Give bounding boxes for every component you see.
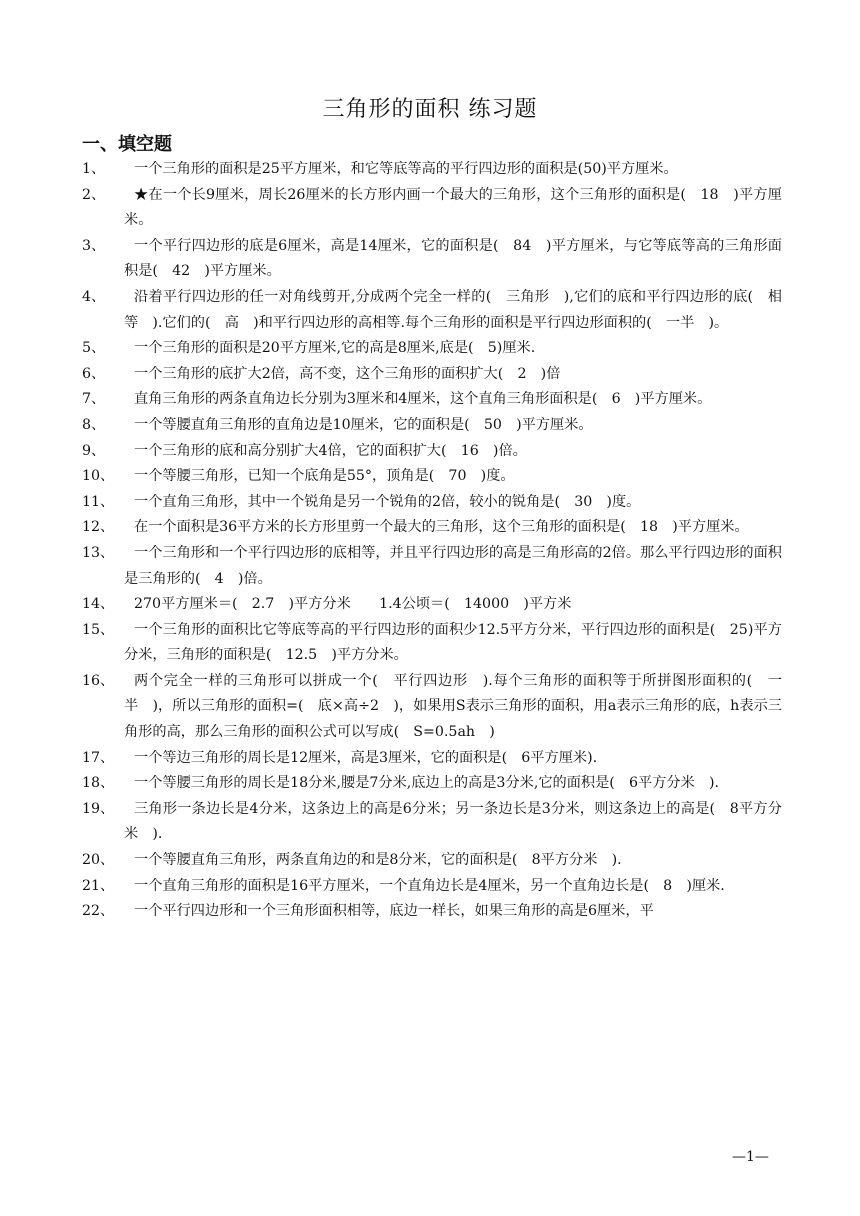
question-text: 一个三角形的面积是25平方厘米，和它等底等高的平行四边形的面积是(50)平方厘米。 [134, 161, 678, 177]
question-number: 14、 [82, 596, 115, 613]
question-text: 两个完全一样的三角形可以拼成一个( 平行四边形 ).每个三角形的面积等于所拼图形面积的( 一半 )，所以三角形的面积=( 底×高÷2 )，如果用S表示三角形的面积，用a表示三角形的底，h表示三角形的高，那么三角形的面积公式可以写成( S=0.5ah ) [124, 672, 782, 741]
question-number: 4、 [82, 288, 106, 305]
question-number: 16、 [82, 672, 115, 689]
question-number: 13、 [82, 544, 115, 561]
question-item [82, 618, 782, 669]
question-number: 3、 [82, 237, 106, 254]
question-number: 7、 [82, 391, 106, 408]
question-item [82, 336, 782, 362]
question-number: 12、 [82, 519, 115, 536]
question-list [82, 157, 782, 925]
question-item [82, 387, 782, 413]
question-number: 18、 [82, 775, 115, 792]
page-number: —1— [732, 1149, 769, 1165]
question-item [82, 157, 782, 183]
question-text: 一个直角三角形，其中一个锐角是另一个锐角的2倍，较小的锐角是( 30 )度。 [134, 493, 641, 510]
question-number: 1、 [82, 161, 106, 177]
question-text: 沿着平行四边形的任一对角线剪开,分成两个完全一样的( 三角形 ),它们的底和平行四边形的底( 相等 ).它们的( 高 )和平行四边形的高相等.每个三角形的面积是平行四边形面积的( 一半 )。 [124, 288, 782, 331]
question-text: 一个平行四边形的底是6厘米，高是14厘米，它的面积是( 84 )平方厘米，与它等底等高的三角形面积是( 42 )平方厘米。 [124, 237, 782, 280]
question-text: 在一个面积是36平方米的长方形里剪一个最大的三角形，这个三角形的面积是( 18 )平方厘米。 [134, 519, 749, 536]
question-item [82, 592, 782, 618]
question-number: 19、 [82, 800, 115, 817]
question-text: 一个等边三角形的周长是12厘米，高是3厘米，它的面积是( 6平方厘米). [134, 749, 598, 766]
question-text: 一个平行四边形和一个三角形面积相等，底边一样长，如果三角形的高是6厘米，平 [134, 903, 654, 920]
question-item [82, 439, 782, 465]
question-text: 一个等腰三角形，已知一个底角是55°，顶角是( 70 )度。 [134, 468, 515, 485]
question-item [82, 362, 782, 388]
question-number: 15、 [82, 621, 115, 638]
question-text: 一个三角形的面积是20平方厘米,它的高是8厘米,底是( 5)厘米. [134, 340, 536, 357]
question-text: 270平方厘米＝( 2.7 )平方分米 1.4公顷＝( 14000 )平方米 [134, 596, 572, 613]
question-number: 5、 [82, 340, 106, 357]
question-item [82, 899, 782, 925]
question-item [82, 797, 782, 848]
question-item [82, 183, 782, 234]
question-text: 直角三角形的两条直角边长分别为3厘米和4厘米，这个直角三角形面积是( 6 )平方厘米。 [134, 391, 712, 408]
question-text: 一个三角形和一个平行四边形的底相等，并且平行四边形的高是三角形高的2倍。那么平行四边形的面积是三角形的( 4 )倍。 [124, 544, 782, 587]
question-text: 一个等腰三角形的周长是18分米,腰是7分米,底边上的高是3分米,它的面积是( 6平方分米 ). [134, 775, 719, 792]
question-text: 三角形一条边长是4分米，这条边上的高是6分米；另一条边长是3分米，则这条边上的高是( 8平方分米 ). [124, 800, 782, 843]
question-item [82, 848, 782, 874]
page-title: 三角形的面积 练习题 [322, 97, 538, 122]
question-item [82, 515, 782, 541]
question-text: 一个等腰直角三角形，两条直角边的和是8分米，它的面积是( 8平方分米 ). [134, 852, 622, 869]
question-number: 20、 [82, 852, 115, 869]
question-number: 2、 [82, 186, 106, 203]
question-text: ★在一个长9厘米，周长26厘米的长方形内画一个最大的三角形，这个三角形的面积是( 18 )平方厘米。 [124, 186, 782, 229]
question-text: 一个三角形的底和高分别扩大4倍，它的面积扩大( 16 )倍。 [134, 442, 527, 459]
question-item [82, 285, 782, 336]
question-item [82, 541, 782, 592]
question-item [82, 464, 782, 490]
question-item [82, 746, 782, 772]
question-number: 10、 [82, 468, 115, 485]
question-number: 17、 [82, 749, 115, 766]
question-number: 21、 [82, 877, 115, 894]
question-text: 一个三角形的面积比它等底等高的平行四边形的面积少12.5平方分米，平行四边形的面积是( 25)平方分米，三角形的面积是( 12.5 )平方分米。 [124, 621, 782, 664]
question-text: 一个直角三角形的面积是16平方厘米，一个直角边长是4厘米，另一个直角边长是( 8 )厘米. [134, 877, 725, 894]
question-number: 22、 [82, 903, 115, 920]
question-text: 一个等腰直角三角形的直角边是10厘米，它的面积是( 50 )平方厘米。 [134, 416, 593, 433]
question-item [82, 669, 782, 746]
section-heading: 一、填空题 [82, 134, 172, 155]
question-number: 8、 [82, 416, 106, 433]
question-text: 一个三角形的底扩大2倍，高不变，这个三角形的面积扩大( 2 )倍 [134, 365, 561, 382]
question-item [82, 413, 782, 439]
question-item [82, 874, 782, 900]
question-item [82, 234, 782, 285]
question-number: 6、 [82, 365, 106, 382]
question-item [82, 771, 782, 797]
question-number: 11、 [82, 493, 115, 510]
question-item [82, 490, 782, 516]
question-number: 9、 [82, 442, 106, 459]
